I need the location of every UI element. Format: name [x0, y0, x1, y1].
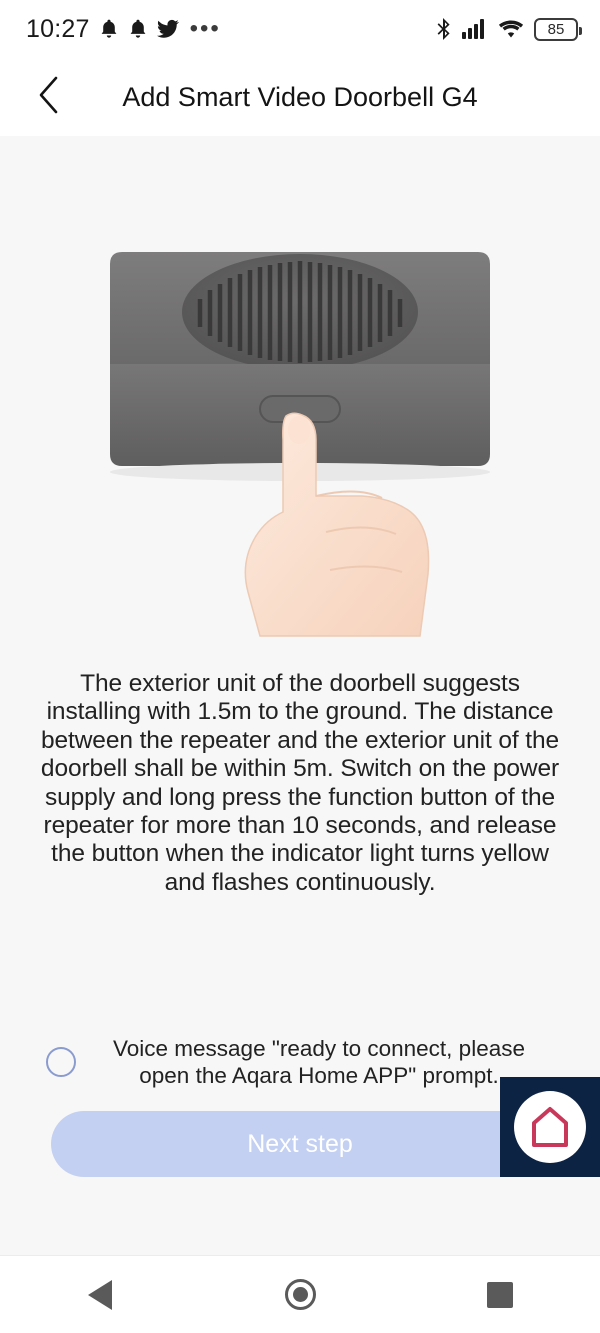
nav-back-icon	[88, 1280, 112, 1310]
status-bar-left	[26, 15, 221, 44]
status-bar	[0, 0, 600, 58]
next-step-button[interactable]: Next step	[51, 1111, 549, 1177]
nav-recents-icon	[487, 1282, 513, 1308]
bluetooth-icon	[436, 17, 452, 41]
voice-confirm-radio[interactable]	[46, 1047, 76, 1077]
battery-indicator	[534, 18, 578, 41]
instruction-text: The exterior unit of the doorbell suggests installing with 1.5m to the ground. The distance between the repeater and the exterior unit of the doorbell shall be within 5m. Switch on the power supply and long press the function button of the repeater for more than 10 seconds, and release the button when the indicator light turns yellow and flashes continuously.	[40, 670, 560, 896]
app-icon-circle	[514, 1091, 586, 1163]
nav-back-button[interactable]	[60, 1267, 140, 1323]
status-bar-right	[436, 17, 578, 41]
status-clock: 10:27	[26, 14, 90, 43]
aqara-home-app-icon[interactable]	[500, 1077, 600, 1177]
battery-level: 85	[547, 20, 565, 38]
title-bar	[0, 58, 600, 136]
nav-home-icon	[285, 1279, 316, 1310]
nav-home-button[interactable]	[260, 1267, 340, 1323]
wifi-icon	[498, 19, 524, 39]
device-illustration	[0, 234, 600, 654]
android-nav-bar	[0, 1255, 600, 1333]
more-dots-icon: •••	[189, 15, 221, 42]
chevron-left-icon	[36, 75, 60, 120]
main-content	[0, 136, 600, 1255]
page-title: Add Smart Video Doorbell G4	[122, 81, 478, 112]
voice-confirm-label: Voice message "ready to connect, please open the Aqara Home APP" prompt.	[113, 1036, 525, 1088]
nav-recents-button[interactable]	[460, 1267, 540, 1323]
back-button[interactable]	[26, 75, 70, 119]
cellular-signal-icon	[462, 18, 488, 40]
home-outline-icon	[530, 1105, 570, 1149]
bell-icon	[99, 18, 119, 40]
twitter-bird-icon	[157, 19, 179, 39]
bell-icon	[128, 18, 148, 40]
